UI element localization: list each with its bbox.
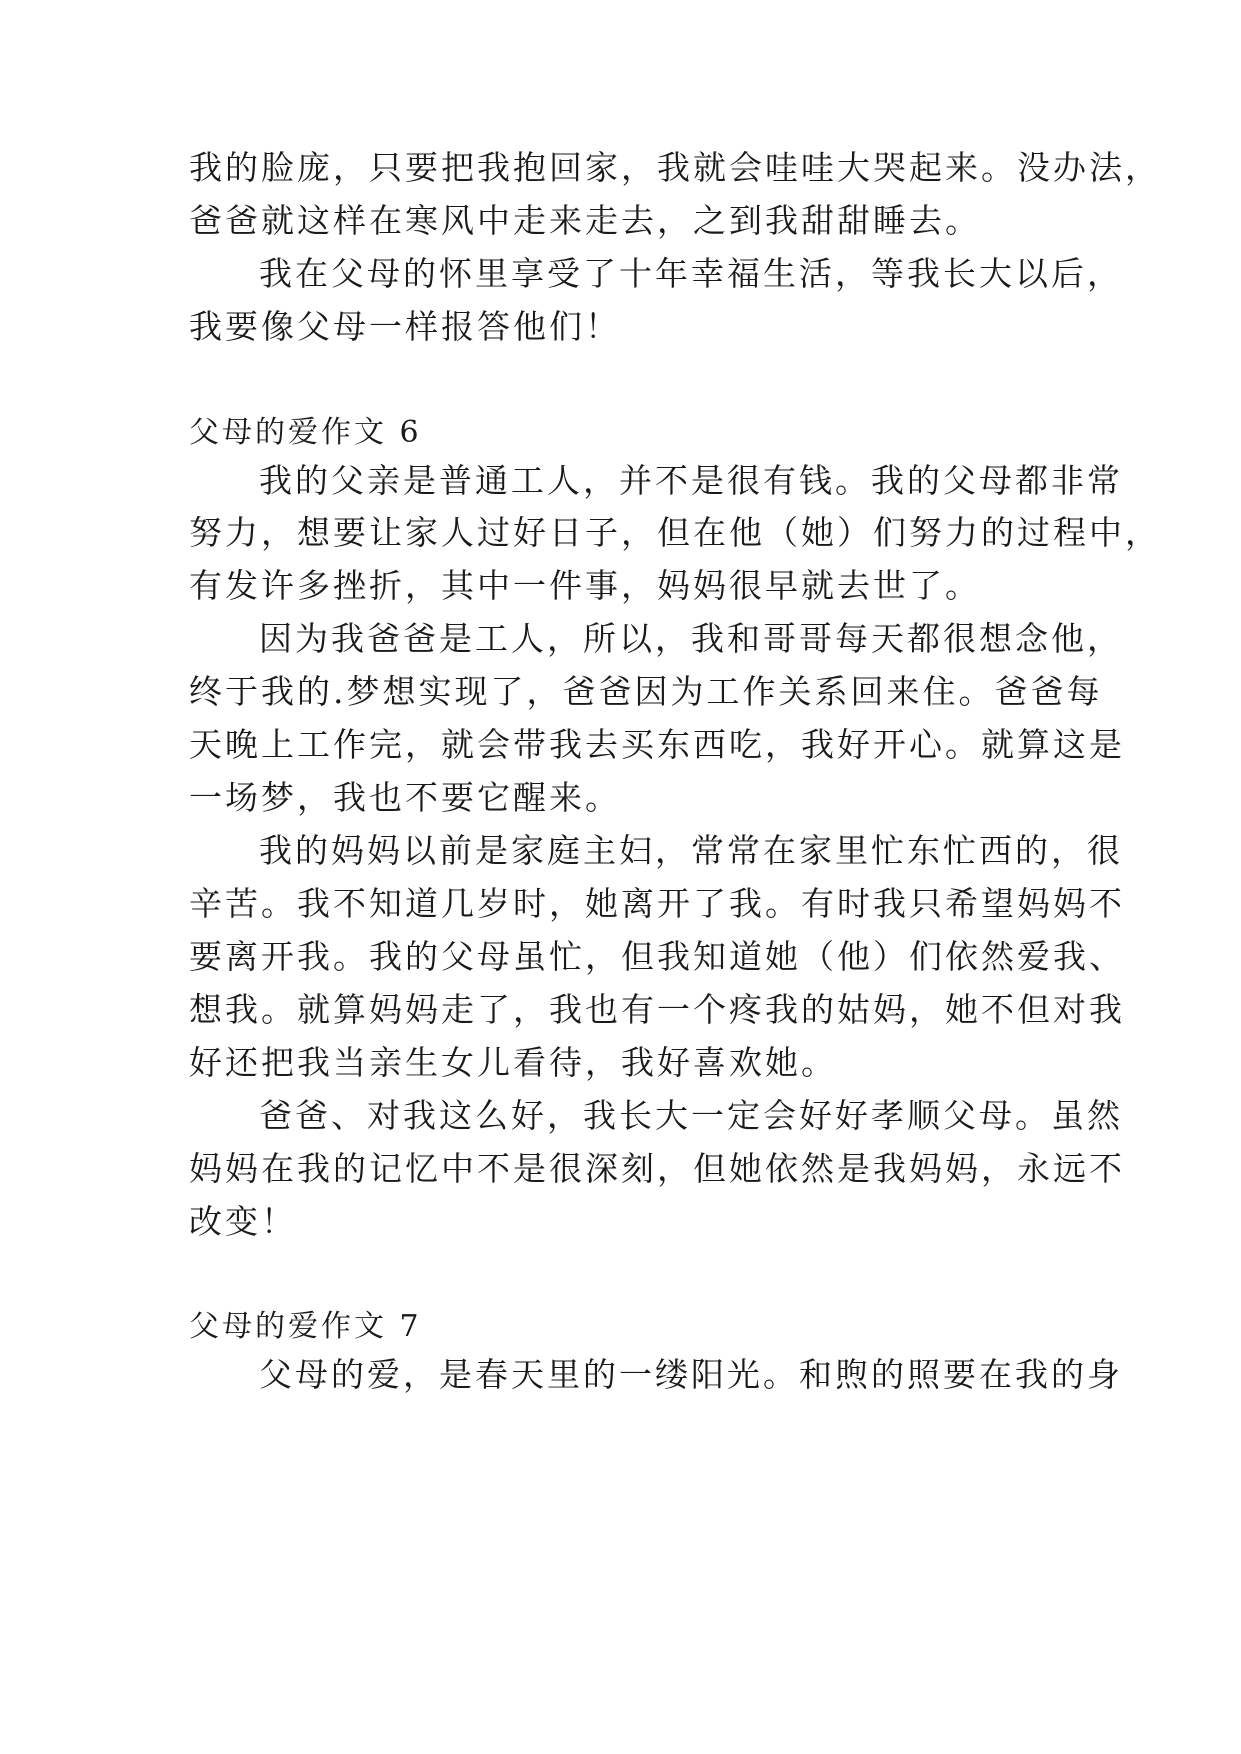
paragraph-line: 我的父亲是普通工人，并不是很有钱。我的父母都非常 <box>259 461 1123 500</box>
paragraph-line: 终于我的.梦想实现了，爸爸因为工作关系回来住。爸爸每 <box>189 672 1103 711</box>
paragraph-line: 因为我爸爸是工人，所以，我和哥哥每天都很想念他， <box>259 619 1123 658</box>
section-heading: 父母的爱作文 7 <box>189 1309 422 1344</box>
paragraph-line: 改变！ <box>189 1202 297 1241</box>
paragraph-line: 有发许多挫折，其中一件事，妈妈很早就去世了。 <box>189 566 981 605</box>
paragraph-line: 努力，想要让家人过好日子，但在他（她）们努力的过程中， <box>189 513 1161 552</box>
paragraph-line: 爸爸、对我这么好，我长大一定会好好孝顺父母。虽然 <box>259 1096 1123 1135</box>
paragraph-line: 我的脸庞，只要把我抱回家，我就会哇哇大哭起来。没办法， <box>189 148 1161 187</box>
paragraph-line: 天晚上工作完，就会带我去买东西吃，我好开心。就算这是 <box>189 725 1125 764</box>
paragraph-line: 我的妈妈以前是家庭主妇，常常在家里忙东忙西的，很 <box>259 831 1123 870</box>
paragraph-line: 辛苦。我不知道几岁时，她离开了我。有时我只希望妈妈不 <box>189 884 1125 923</box>
paragraph-line: 我在父母的怀里享受了十年幸福生活，等我长大以后， <box>259 254 1123 293</box>
paragraph-line: 爸爸就这样在寒风中走来走去，之到我甜甜睡去。 <box>189 201 981 240</box>
section-heading: 父母的爱作文 6 <box>189 415 422 450</box>
paragraph-line: 妈妈在我的记忆中不是很深刻，但她依然是我妈妈，永远不 <box>189 1149 1125 1188</box>
paragraph-line: 想我。就算妈妈走了，我也有一个疼我的姑妈，她不但对我 <box>189 990 1125 1029</box>
paragraph-line: 父母的爱，是春天里的一缕阳光。和煦的照要在我的身 <box>259 1355 1123 1394</box>
paragraph-line: 要离开我。我的父母虽忙，但我知道她（他）们依然爱我、 <box>189 937 1125 976</box>
paragraph-line: 我要像父母一样报答他们！ <box>189 307 621 346</box>
paragraph-line: 好还把我当亲生女儿看待，我好喜欢她。 <box>189 1043 837 1082</box>
paragraph-line: 一场梦，我也不要它醒来。 <box>189 778 621 817</box>
